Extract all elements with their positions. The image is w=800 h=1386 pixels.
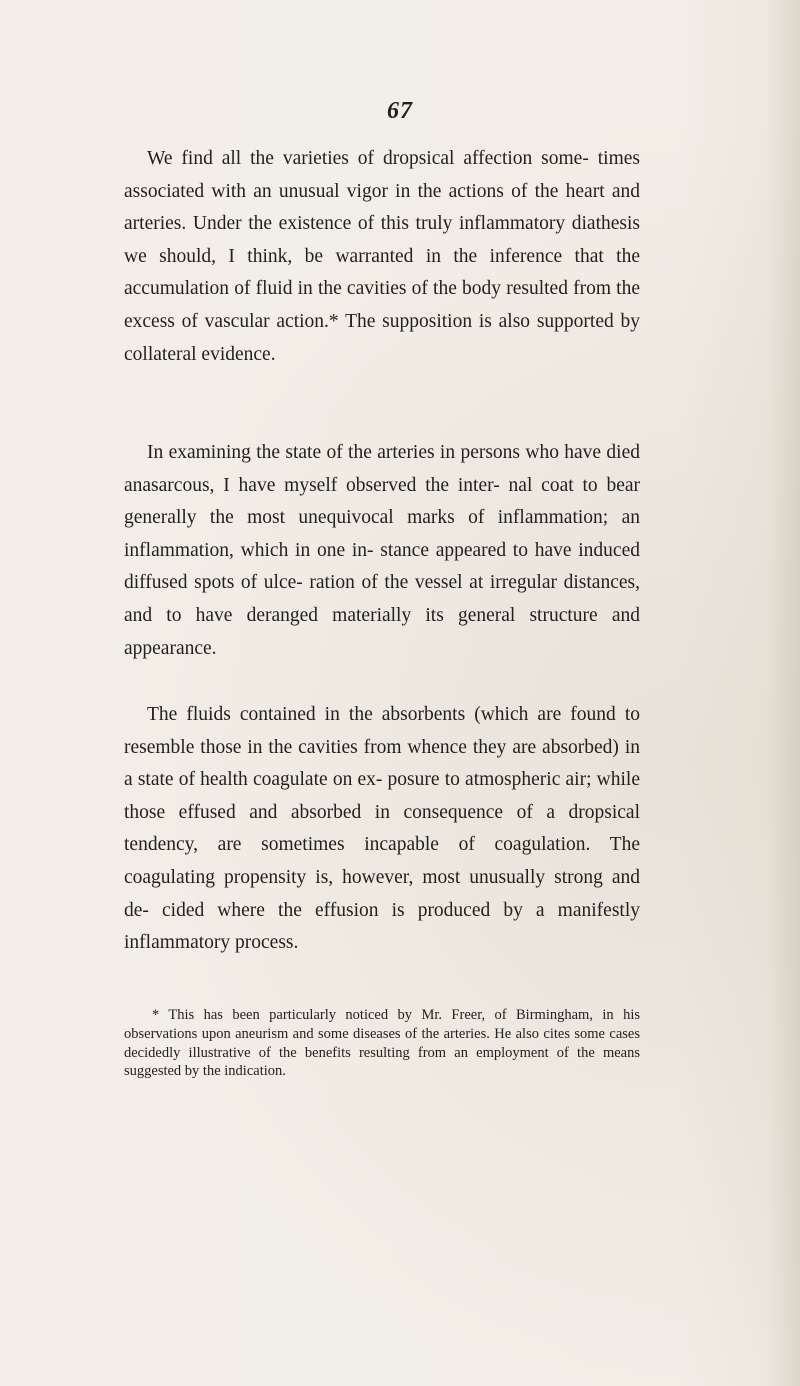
paragraph-absorbent-fluids: The fluids contained in the absorbents (which are found to resemble those in the cavities from whence they are absorbed) in a state of health coagulate on ex- posure to atmospheric air; while those effused and absorbed in consequence of a dropsical tendency, are sometimes incapable of coagulation. The coagulating propensity is, however, most unusually strong and de- cided where the effusion is produced by a manifestly inflammatory process. xyxy=(124,704,640,954)
paragraph-dropsical-affection: We find all the varieties of dropsical affection some- times associated with an unusual vigor in the actions of the heart and arteries. Under the existence of this truly inflammatory diathesis we should, I think, be warranted in the inference that the accumulation of fluid in the cavities of the body resulted from the excess of vascular action.* The supposition is also supported by collateral evidence. xyxy=(124,148,640,365)
page-edge-shadow xyxy=(766,0,800,1386)
footnote: * This has been particularly noticed by Mr. Freer, of Birmingham, in his observations upon aneurism and some diseases of the arteries. He also cites some cases decidedly illustrative of the benefits resulting from an employment of the means suggested by the indication. xyxy=(124,1007,640,1080)
paragraph-arteries-examination: In examining the state of the arteries in persons who have died anasarcous, I have myself observed the inter- nal coat to bear generally the most unequivocal marks of inflammation; an inflammation, which in one in- stance appeared to have induced diffused spots of ulce- ration of the vessel at irregular distances, and to have deranged materially its general structure and appearance. xyxy=(124,442,640,659)
page-number: 67 xyxy=(387,98,413,124)
